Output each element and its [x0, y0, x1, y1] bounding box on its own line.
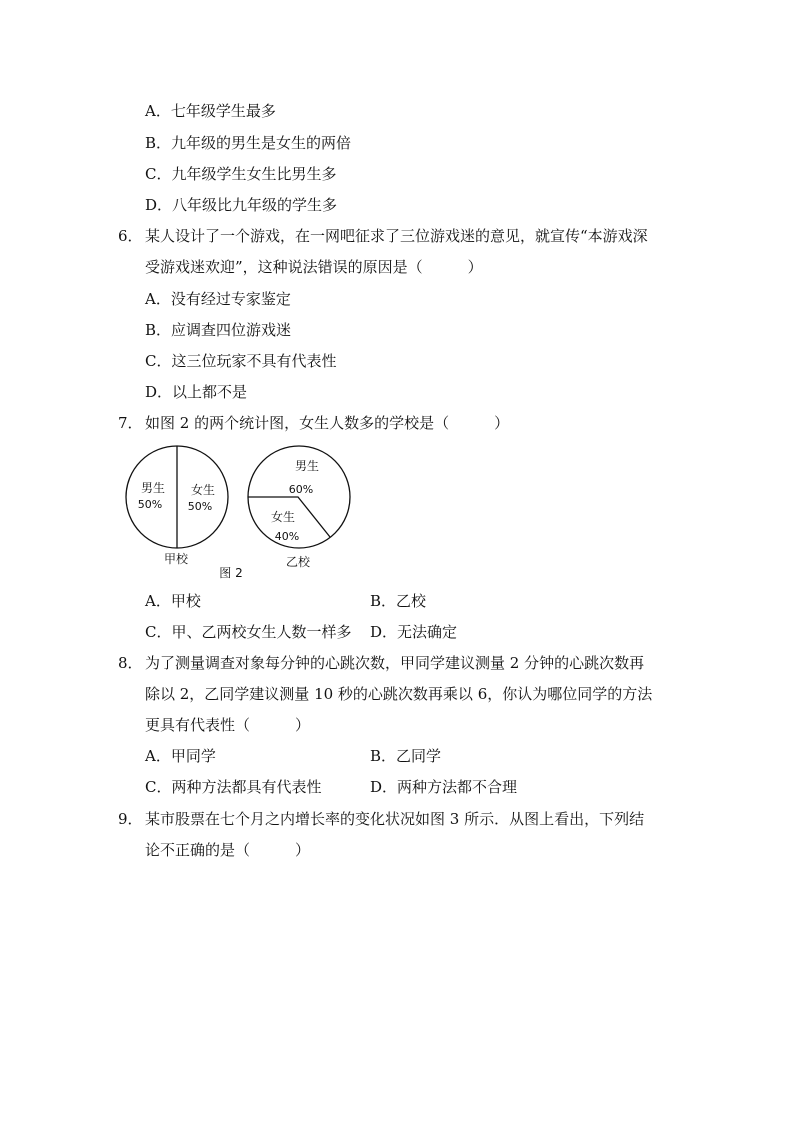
q8-stem-line1: 为了测量调查对象每分钟的心跳次数，甲同学建议测量 2 分钟的心跳次数再 [145, 654, 645, 672]
pie-school-b [248, 446, 350, 569]
q5-option-a: A．七年级学生最多 [145, 102, 276, 120]
q8-stem-line3: 更具有代表性（ ） [145, 716, 311, 734]
q7-number: 7． [118, 414, 143, 432]
pie-a-female-label: 女生 [190, 483, 216, 497]
q7-option-a: A．甲校 [145, 592, 201, 610]
pie-a-male-label: 男生 [140, 481, 166, 495]
pie-school-a [126, 446, 228, 566]
figure-2-pie-charts [118, 440, 358, 585]
q7-option-c: C．甲、乙两校女生人数一样多 [145, 623, 352, 641]
pie-b-school-name: 乙校 [285, 555, 311, 569]
q5-option-d: D．八年级比九年级的学生多 [145, 196, 338, 214]
q6-option-c: C．这三位玩家不具有代表性 [145, 352, 337, 370]
q7-stem: 如图 2 的两个统计图，女生人数多的学校是（ ） [145, 414, 510, 432]
q6-stem-line1: 某人设计了一个游戏，在一网吧征求了三位游戏迷的意见，就宣传“本游戏深 [145, 227, 648, 245]
pie-b-male-pct: 60% [288, 483, 314, 496]
q8-stem-line2: 除以 2，乙同学建议测量 10 秒的心跳次数再乘以 6，你认为哪位同学的方法 [145, 685, 653, 703]
q6-number: 6． [118, 227, 143, 245]
q9-number: 9． [118, 810, 143, 828]
q8-option-b: B．乙同学 [370, 747, 442, 765]
q7-option-d: D．无法确定 [370, 623, 458, 641]
pie-a-male-pct: 50% [137, 498, 163, 511]
q8-option-a: A．甲同学 [145, 747, 216, 765]
q9-stem-line2: 论不正确的是（ ） [145, 841, 311, 859]
pie-b-female-label: 女生 [270, 510, 296, 524]
q8-number: 8． [118, 654, 143, 672]
pie-a-school-name: 甲校 [163, 552, 189, 566]
pie-b-female-pct: 40% [274, 530, 300, 543]
pie-a-female-pct: 50% [187, 500, 213, 513]
q5-option-c: C．九年级学生女生比男生多 [145, 165, 337, 183]
q6-option-d: D．以上都不是 [145, 383, 248, 401]
pie-b-male-label: 男生 [294, 459, 320, 473]
q6-option-b: B．应调查四位游戏迷 [145, 321, 292, 339]
q6-stem-line2: 受游戏迷欢迎”，这种说法错误的原因是（ ） [145, 258, 483, 276]
q7-option-b: B．乙校 [370, 592, 427, 610]
q5-option-b: B．九年级的男生是女生的两倍 [145, 134, 352, 152]
q8-option-c: C．两种方法都具有代表性 [145, 778, 322, 796]
q6-option-a: A．没有经过专家鉴定 [145, 290, 291, 308]
figure-2-caption: 图 2 [219, 566, 243, 580]
q9-stem-line1: 某市股票在七个月之内增长率的变化状况如图 3 所示．从图上看出，下列结 [145, 810, 645, 828]
q8-option-d: D．两种方法都不合理 [370, 778, 518, 796]
